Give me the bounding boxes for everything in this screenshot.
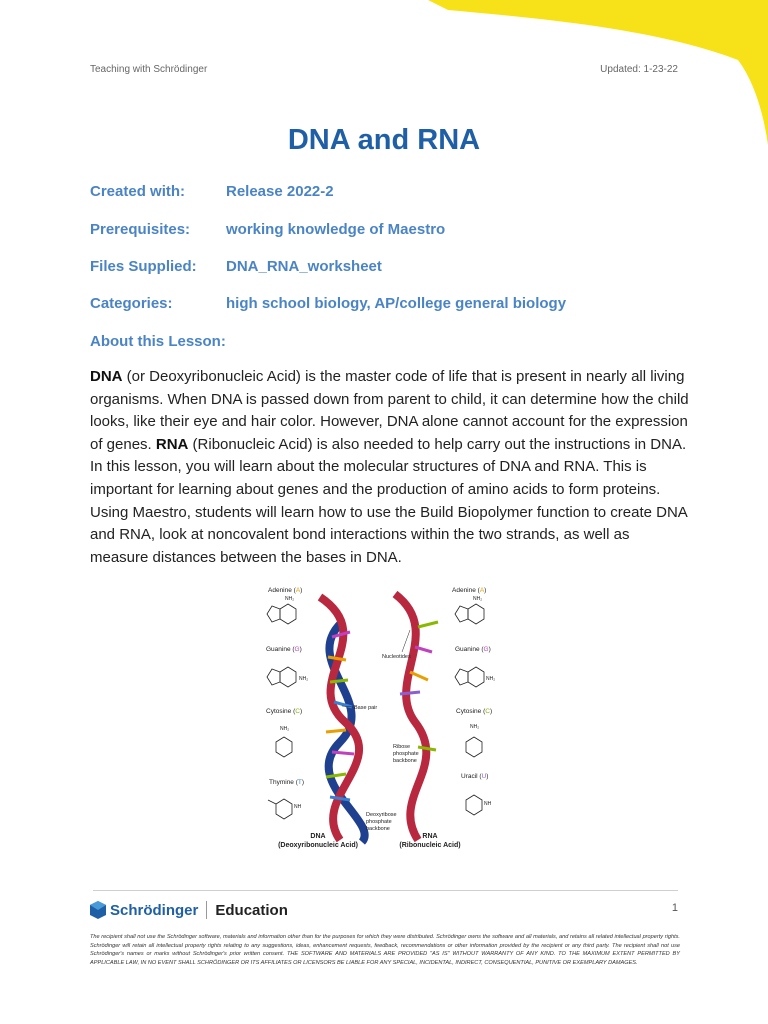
base-label-thymine: Thymine (T)	[269, 779, 305, 786]
rna-term: RNA	[155, 435, 189, 453]
base-label-cytosine: Cytosine (C)	[266, 708, 303, 715]
paragraph-text: (Ribonucleic Acid) is also needed to help carry out the instructions in DNA. In this lesson, you will learn about the molecular structures of DNA and RNA. This is important for learning about genes and the production of amino acids to form proteins. Using Maestro, students will learn how to use the Build Biopolymer function to create DNA and RNA, look at noncovalent bond interactions within the two strands, as well as measure distances between the bases in DNA.	[90, 435, 687, 566]
meta-label: Files Supplied:	[90, 258, 197, 275]
amine-label: NH₂	[280, 726, 290, 732]
guanine-structure-icon	[455, 667, 484, 687]
amine-label: NH₂	[299, 676, 309, 682]
about-heading: About this Lesson:	[90, 333, 226, 350]
nucleotides-label: Nucleotides	[382, 654, 411, 660]
schrodinger-logo	[90, 901, 288, 919]
dna-label: DNA	[310, 833, 326, 840]
footer-divider	[93, 890, 678, 891]
header-left: Teaching with Schrödinger	[90, 64, 208, 75]
ribose-label: phosphate	[393, 751, 419, 757]
meta-row	[90, 295, 566, 312]
base-label-guanine: Guanine (G)	[455, 646, 491, 653]
cytosine-structure-icon	[466, 737, 482, 757]
rna-helix	[395, 594, 438, 840]
lesson-paragraph	[90, 366, 690, 569]
deoxyribose-label: Deoxyribose	[366, 812, 397, 818]
ribose-label: Ribose	[393, 744, 411, 750]
nh-label: NH	[484, 801, 492, 807]
meta-row	[90, 183, 334, 200]
header-date: Updated: 1-23-22	[600, 64, 678, 75]
amine-label: NH₂	[470, 724, 480, 730]
meta-label: Created with:	[90, 183, 186, 200]
ribose-label: backbone	[393, 758, 417, 764]
amine-label: NH₂	[473, 596, 483, 602]
uracil-structure-icon	[466, 795, 482, 815]
base-label-guanine: Guanine (G)	[266, 646, 302, 653]
meta-value: working knowledge of Maestro	[226, 221, 446, 238]
paragraph-text: (or Deoxyribonucleic Acid) is the master code of life that is present in nearly all living organisms. When DNA is passed down from parent to child, it can determine how the child looks, like their eye and hair color. However, DNA alone cannot account for the expression of genes.	[90, 368, 689, 453]
meta-row	[90, 221, 445, 238]
guanine-structure-icon	[267, 667, 296, 687]
dna-sublabel: (Deoxyribonucleic Acid)	[278, 842, 358, 849]
dna-term: DNA	[90, 368, 123, 385]
meta-row	[90, 258, 382, 275]
meta-value: Release 2022-2	[226, 183, 334, 200]
annotation-line	[402, 630, 410, 652]
page-number: 1	[671, 902, 678, 914]
base-pair-label: Base pair	[354, 705, 378, 711]
page-title: DNA and RNA	[287, 124, 481, 156]
logo-name: Schrödinger	[110, 901, 199, 919]
base-label-cytosine: Cytosine (C)	[456, 708, 493, 715]
deoxyribose-label: phosphate	[366, 819, 392, 825]
meta-label: Categories:	[90, 295, 173, 312]
meta-label: Prerequisites:	[90, 221, 191, 238]
logo-icon	[90, 901, 106, 919]
logo-education: Education	[215, 901, 288, 919]
cytosine-structure-icon	[276, 737, 292, 757]
thymine-structure-icon	[268, 799, 292, 819]
amine-label: NH₂	[486, 676, 496, 682]
meta-value: DNA_RNA_worksheet	[226, 258, 382, 275]
deoxyribose-label: backbone	[366, 826, 390, 832]
nh-label: NH	[294, 804, 302, 810]
adenine-structure-icon	[455, 604, 484, 624]
legal-disclaimer: The recipient shall not use the Schrödinger software, materials and information other than for the purposes for which they were distributed. Schrödinger owns the software and all materials, and retains all related intellectual property rights. Schrödinger will retain all intellectual property rights relating to any suggestions, ideas, enhancement requests, feedback, recommendations or other information provided by the recipient or any third party. The recipient shall not use Schrödinger's names or marks without Schrödinger's prior written consent. THE SOFTWARE AND MATERIALS ARE PROVIDED "AS IS" WITHOUT WARRANTY OF ANY KIND. TO THE MAXIMUM EXTENT PERMITTED BY APPLICABLE LAW, IN NO EVENT SHALL SCHRÖDINGER OR ITS AFFILIATES OR LICENSORS BE LIABLE FOR ANY SPECIAL, INCIDENTAL, INDIRECT, CONSEQUENTIAL, PUNITIVE OR EXEMPLARY DAMAGES.	[90, 934, 680, 966]
base-label-uracil: Uracil (U)	[461, 773, 489, 780]
logo-separator	[206, 901, 207, 919]
dna-rna-figure	[250, 582, 520, 852]
dna-helix	[320, 597, 365, 842]
adenine-structure-icon	[267, 604, 296, 624]
rna-sublabel: (Ribonucleic Acid)	[399, 842, 461, 849]
rna-label: RNA	[422, 833, 438, 840]
amine-label: NH₂	[285, 596, 295, 602]
base-label-adenine: Adenine (A)	[452, 587, 487, 594]
meta-value: high school biology, AP/college general biology	[226, 295, 567, 312]
base-label-adenine: Adenine (A)	[268, 587, 303, 594]
